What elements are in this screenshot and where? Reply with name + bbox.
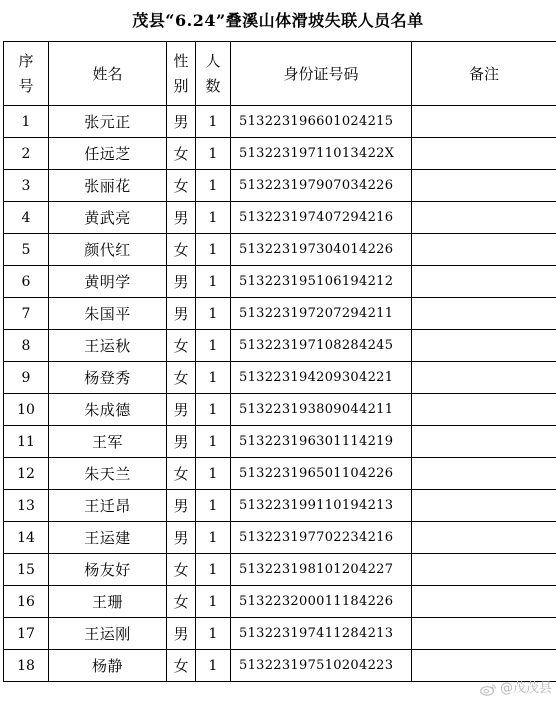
- cell-id-number: 513223197407294216: [231, 202, 412, 234]
- cell-count: 1: [196, 490, 231, 522]
- table-row: [4, 650, 556, 682]
- header-gender-bottom: 别: [173, 76, 189, 95]
- cell-remark: [412, 362, 556, 394]
- cell-count: 1: [196, 394, 231, 426]
- cell-remark: [412, 106, 556, 138]
- cell-id-number: 513223197907034226: [231, 170, 412, 202]
- table-row: [4, 202, 556, 234]
- cell-count: 1: [196, 266, 231, 298]
- cell-gender: 男: [167, 490, 196, 522]
- header-name: 姓名: [49, 42, 167, 106]
- cell-id-number: 513223197510204223: [231, 650, 412, 682]
- cell-remark: [412, 650, 556, 682]
- cell-index: 10: [4, 394, 49, 426]
- cell-gender: 女: [167, 330, 196, 362]
- cell-index: 13: [4, 490, 49, 522]
- cell-gender: 女: [167, 234, 196, 266]
- cell-id-number: 513223197702234216: [231, 522, 412, 554]
- cell-count: 1: [196, 586, 231, 618]
- cell-gender: 男: [167, 106, 196, 138]
- cell-name: 杨静: [49, 650, 167, 682]
- cell-index: 18: [4, 650, 49, 682]
- cell-remark: [412, 618, 556, 650]
- cell-index: 9: [4, 362, 49, 394]
- weibo-watermark: [480, 679, 552, 699]
- cell-name: 朱成德: [49, 394, 167, 426]
- header-count: [196, 42, 231, 106]
- cell-count: 1: [196, 138, 231, 170]
- cell-id-number: 513223196601024215: [231, 106, 412, 138]
- cell-index: 3: [4, 170, 49, 202]
- cell-gender: 女: [167, 170, 196, 202]
- cell-gender: 女: [167, 138, 196, 170]
- cell-id-number: 513223196501104226: [231, 458, 412, 490]
- cell-id-number: 513223194209304221: [231, 362, 412, 394]
- cell-remark: [412, 522, 556, 554]
- cell-count: 1: [196, 554, 231, 586]
- cell-name: 黄明学: [49, 266, 167, 298]
- header-count-top: 人: [205, 51, 221, 70]
- weibo-icon: [480, 683, 497, 696]
- cell-name: 王运秋: [49, 330, 167, 362]
- table-row: [4, 394, 556, 426]
- cell-id-number: 513223196301114219: [231, 426, 412, 458]
- cell-remark: [412, 298, 556, 330]
- table-body: [4, 106, 556, 682]
- header-index: [4, 42, 49, 106]
- missing-persons-table: [3, 41, 556, 682]
- cell-id-number: 513223198101204227: [231, 554, 412, 586]
- cell-gender: 男: [167, 522, 196, 554]
- cell-remark: [412, 330, 556, 362]
- cell-count: 1: [196, 650, 231, 682]
- cell-id-number: 513223199110194213: [231, 490, 412, 522]
- table-row: [4, 298, 556, 330]
- cell-gender: 女: [167, 554, 196, 586]
- cell-id-number: 513223200011184226: [231, 586, 412, 618]
- cell-id-number: 513223197304014226: [231, 234, 412, 266]
- cell-index: 5: [4, 234, 49, 266]
- cell-index: 7: [4, 298, 49, 330]
- cell-index: 8: [4, 330, 49, 362]
- table-header-row: [4, 42, 556, 106]
- cell-name: 黄武亮: [49, 202, 167, 234]
- cell-name: 朱天兰: [49, 458, 167, 490]
- cell-count: 1: [196, 202, 231, 234]
- cell-id-number: 513223197207294211: [231, 298, 412, 330]
- cell-name: 王运刚: [49, 618, 167, 650]
- cell-gender: 男: [167, 266, 196, 298]
- cell-remark: [412, 554, 556, 586]
- document-title: 茂县“6.24”叠溪山体滑坡失联人员名单: [132, 11, 424, 30]
- table-row: [4, 170, 556, 202]
- header-id-number: 身份证号码: [231, 42, 412, 106]
- cell-name: 王运建: [49, 522, 167, 554]
- cell-name: 颜代红: [49, 234, 167, 266]
- header-gender: [167, 42, 196, 106]
- cell-index: 11: [4, 426, 49, 458]
- cell-gender: 女: [167, 362, 196, 394]
- cell-index: 1: [4, 106, 49, 138]
- cell-id-number: 513223195106194212: [231, 266, 412, 298]
- table-row: [4, 266, 556, 298]
- cell-gender: 男: [167, 618, 196, 650]
- cell-id-number: 513223197108284245: [231, 330, 412, 362]
- table-row: [4, 234, 556, 266]
- cell-name: 王珊: [49, 586, 167, 618]
- cell-remark: [412, 266, 556, 298]
- table-row: [4, 362, 556, 394]
- cell-index: 17: [4, 618, 49, 650]
- cell-gender: 男: [167, 202, 196, 234]
- table-row: [4, 106, 556, 138]
- cell-count: 1: [196, 458, 231, 490]
- cell-remark: [412, 586, 556, 618]
- cell-id-number: 513223193809044211: [231, 394, 412, 426]
- cell-gender: 男: [167, 426, 196, 458]
- cell-index: 6: [4, 266, 49, 298]
- header-gender-top: 性: [173, 51, 189, 70]
- cell-name: 杨登秀: [49, 362, 167, 394]
- header-index-bottom: 号: [18, 76, 34, 95]
- cell-count: 1: [196, 426, 231, 458]
- cell-remark: [412, 458, 556, 490]
- cell-id-number: 513223197411284213: [231, 618, 412, 650]
- header-index-top: 序: [18, 51, 34, 70]
- cell-count: 1: [196, 234, 231, 266]
- cell-index: 16: [4, 586, 49, 618]
- cell-remark: [412, 234, 556, 266]
- cell-remark: [412, 170, 556, 202]
- cell-gender: 男: [167, 298, 196, 330]
- cell-gender: 女: [167, 650, 196, 682]
- watermark-text: @茂茂县: [499, 681, 552, 696]
- cell-count: 1: [196, 618, 231, 650]
- cell-count: 1: [196, 298, 231, 330]
- cell-name: 张元正: [49, 106, 167, 138]
- cell-remark: [412, 490, 556, 522]
- cell-name: 张丽花: [49, 170, 167, 202]
- cell-name: 任远芝: [49, 138, 167, 170]
- cell-remark: [412, 426, 556, 458]
- cell-index: 4: [4, 202, 49, 234]
- table-row: [4, 586, 556, 618]
- header-count-bottom: 数: [205, 76, 221, 95]
- cell-name: 王迁昂: [49, 490, 167, 522]
- cell-count: 1: [196, 522, 231, 554]
- table-row: [4, 554, 556, 586]
- cell-index: 12: [4, 458, 49, 490]
- cell-gender: 女: [167, 586, 196, 618]
- table-row: [4, 618, 556, 650]
- cell-name: 杨友好: [49, 554, 167, 586]
- table-row: [4, 138, 556, 170]
- table-row: [4, 458, 556, 490]
- cell-gender: 男: [167, 394, 196, 426]
- cell-index: 15: [4, 554, 49, 586]
- cell-count: 1: [196, 362, 231, 394]
- table-row: [4, 522, 556, 554]
- cell-remark: [412, 202, 556, 234]
- cell-name: 朱国平: [49, 298, 167, 330]
- cell-index: 2: [4, 138, 49, 170]
- cell-count: 1: [196, 330, 231, 362]
- cell-count: 1: [196, 106, 231, 138]
- table-row: [4, 426, 556, 458]
- cell-count: 1: [196, 170, 231, 202]
- cell-gender: 女: [167, 458, 196, 490]
- cell-remark: [412, 394, 556, 426]
- header-remark: 备注: [412, 42, 556, 106]
- cell-index: 14: [4, 522, 49, 554]
- table-row: [4, 330, 556, 362]
- table-row: [4, 490, 556, 522]
- cell-remark: [412, 138, 556, 170]
- cell-id-number: 51322319711013422X: [231, 138, 412, 170]
- cell-name: 王军: [49, 426, 167, 458]
